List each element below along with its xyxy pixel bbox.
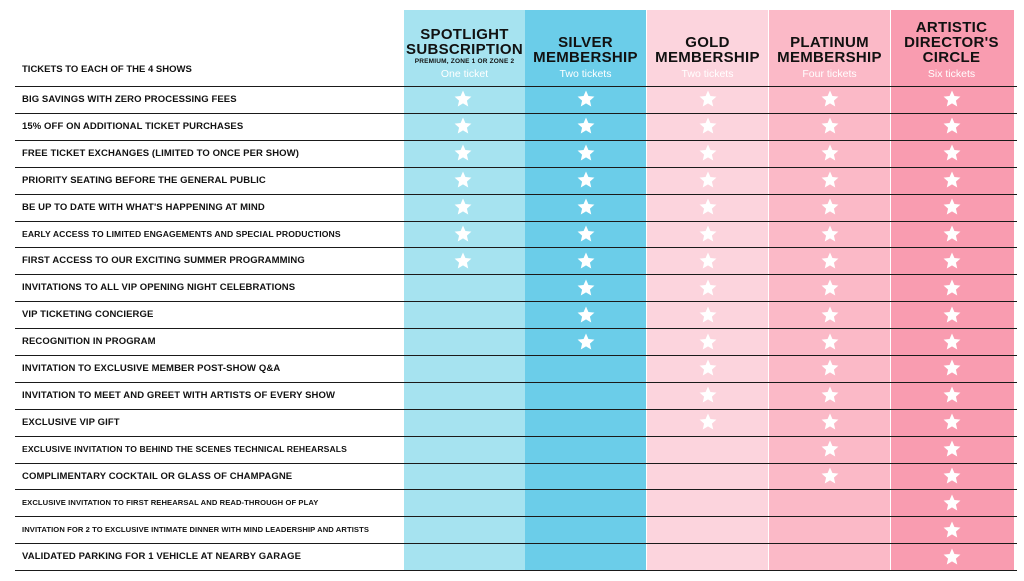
star-icon	[820, 466, 840, 486]
star-icon	[576, 170, 596, 190]
star-icon	[942, 224, 962, 244]
tier-name-line: MEMBERSHIP	[655, 49, 760, 66]
feature-label: FREE TICKET EXCHANGES (LIMITED TO ONCE PER SHOW)	[22, 147, 299, 159]
tier-name-line: SILVER	[558, 34, 613, 51]
star-icon	[942, 89, 962, 109]
star-icon	[576, 197, 596, 217]
row-divider	[15, 328, 1017, 329]
tier-name-line: CIRCLE	[922, 49, 981, 66]
tier-ticket-count: Four tickets	[802, 68, 857, 80]
tier-header-0	[404, 10, 525, 86]
star-icon	[942, 358, 962, 378]
star-icon	[576, 305, 596, 325]
star-icon	[820, 143, 840, 163]
star-icon	[453, 251, 473, 271]
star-icon	[576, 332, 596, 352]
tier-name-line: MEMBERSHIP	[777, 49, 882, 66]
star-icon	[942, 520, 962, 540]
star-icon	[820, 305, 840, 325]
tier-subnote: PREMIUM, ZONE 1 OR ZONE 2	[414, 58, 515, 65]
star-icon	[698, 278, 718, 298]
star-icon	[942, 170, 962, 190]
tier-name-line: SPOTLIGHT	[420, 26, 509, 43]
star-icon	[942, 116, 962, 136]
star-icon	[942, 547, 962, 567]
star-icon	[942, 143, 962, 163]
tier-ticket-count: Two tickets	[681, 68, 734, 80]
star-icon	[698, 385, 718, 405]
star-icon	[453, 197, 473, 217]
feature-label: VALIDATED PARKING FOR 1 VEHICLE AT NEARBY GARAGE	[22, 551, 302, 563]
star-icon	[453, 224, 473, 244]
feature-label: VIP TICKETING CONCIERGE	[22, 309, 154, 321]
tier-header-3	[769, 10, 890, 86]
tier-ticket-count: Six tickets	[927, 68, 976, 80]
tickets-header-label: TICKETS TO EACH OF THE 4 SHOWS	[22, 64, 192, 75]
star-icon	[820, 439, 840, 459]
tier-header-4	[891, 10, 1012, 86]
star-icon	[942, 412, 962, 432]
star-icon	[698, 358, 718, 378]
feature-label: EXCLUSIVE INVITATION TO BEHIND THE SCENES TECHNICAL REHEARSALS	[22, 444, 347, 455]
star-icon	[576, 251, 596, 271]
feature-label: INVITATION TO MEET AND GREET WITH ARTISTS OF EVERY SHOW	[22, 389, 336, 401]
star-icon	[698, 170, 718, 190]
tier-name-line: DIRECTOR'S	[904, 34, 999, 51]
star-icon	[820, 358, 840, 378]
star-icon	[698, 143, 718, 163]
star-icon	[820, 116, 840, 136]
star-icon	[576, 116, 596, 136]
tier-name-line: PLATINUM	[790, 34, 869, 51]
feature-label: EARLY ACCESS TO LIMITED ENGAGEMENTS AND SPECIAL PRODUCTIONS	[22, 228, 341, 239]
star-icon	[576, 143, 596, 163]
star-icon	[698, 224, 718, 244]
tier-name-line: ARTISTIC	[915, 19, 988, 36]
tier-header-1	[525, 10, 646, 86]
star-icon	[576, 224, 596, 244]
tier-name-line: SUBSCRIPTION	[406, 41, 523, 58]
star-icon	[942, 197, 962, 217]
star-icon	[942, 385, 962, 405]
star-icon	[820, 224, 840, 244]
star-icon	[698, 332, 718, 352]
feature-label: BIG SAVINGS WITH ZERO PROCESSING FEES	[22, 93, 237, 105]
star-icon	[576, 89, 596, 109]
star-icon	[942, 278, 962, 298]
feature-label: INVITATIONS TO ALL VIP OPENING NIGHT CELEBRATIONS	[22, 282, 296, 294]
star-icon	[820, 170, 840, 190]
star-icon	[942, 251, 962, 271]
feature-label: RECOGNITION IN PROGRAM	[22, 336, 156, 348]
tier-header-2	[647, 10, 768, 86]
feature-label: EXCLUSIVE INVITATION TO FIRST REHEARSAL AND READ-THROUGH OF PLAY	[22, 498, 319, 508]
star-icon	[820, 251, 840, 271]
feature-label: INVITATION FOR 2 TO EXCLUSIVE INTIMATE DINNER WITH MIND LEADERSHIP AND ARTISTS	[22, 525, 369, 535]
feature-label: INVITATION TO EXCLUSIVE MEMBER POST-SHOW Q&A	[22, 362, 281, 374]
star-icon	[942, 493, 962, 513]
star-icon	[820, 385, 840, 405]
star-icon	[698, 412, 718, 432]
star-icon	[698, 305, 718, 325]
star-icon	[453, 143, 473, 163]
star-icon	[942, 305, 962, 325]
tier-ticket-count: Two tickets	[559, 68, 612, 80]
star-icon	[453, 170, 473, 190]
feature-label: PRIORITY SEATING BEFORE THE GENERAL PUBLIC	[22, 174, 266, 186]
star-icon	[698, 197, 718, 217]
row-divider	[15, 301, 1017, 302]
feature-label: BE UP TO DATE WITH WHAT'S HAPPENING AT MIND	[22, 201, 265, 213]
star-icon	[698, 251, 718, 271]
star-icon	[942, 439, 962, 459]
tier-name-line: MEMBERSHIP	[533, 49, 638, 66]
star-icon	[576, 278, 596, 298]
tier-name-line: GOLD	[685, 34, 730, 51]
star-icon	[820, 89, 840, 109]
tier-ticket-count: One ticket	[440, 68, 489, 80]
star-icon	[820, 412, 840, 432]
feature-label: 15% OFF ON ADDITIONAL TICKET PURCHASES	[22, 120, 244, 132]
row-divider	[15, 570, 1017, 571]
row-divider	[15, 409, 1017, 410]
star-icon	[942, 466, 962, 486]
feature-label: FIRST ACCESS TO OUR EXCITING SUMMER PROGRAMMING	[22, 255, 305, 267]
star-icon	[820, 278, 840, 298]
star-icon	[820, 332, 840, 352]
star-icon	[453, 116, 473, 136]
star-icon	[942, 332, 962, 352]
star-icon	[698, 89, 718, 109]
feature-label: EXCLUSIVE VIP GIFT	[22, 416, 120, 428]
star-icon	[698, 116, 718, 136]
star-icon	[820, 197, 840, 217]
feature-label: COMPLIMENTARY COCKTAIL OR GLASS OF CHAMPAGNE	[22, 470, 293, 482]
star-icon	[453, 89, 473, 109]
